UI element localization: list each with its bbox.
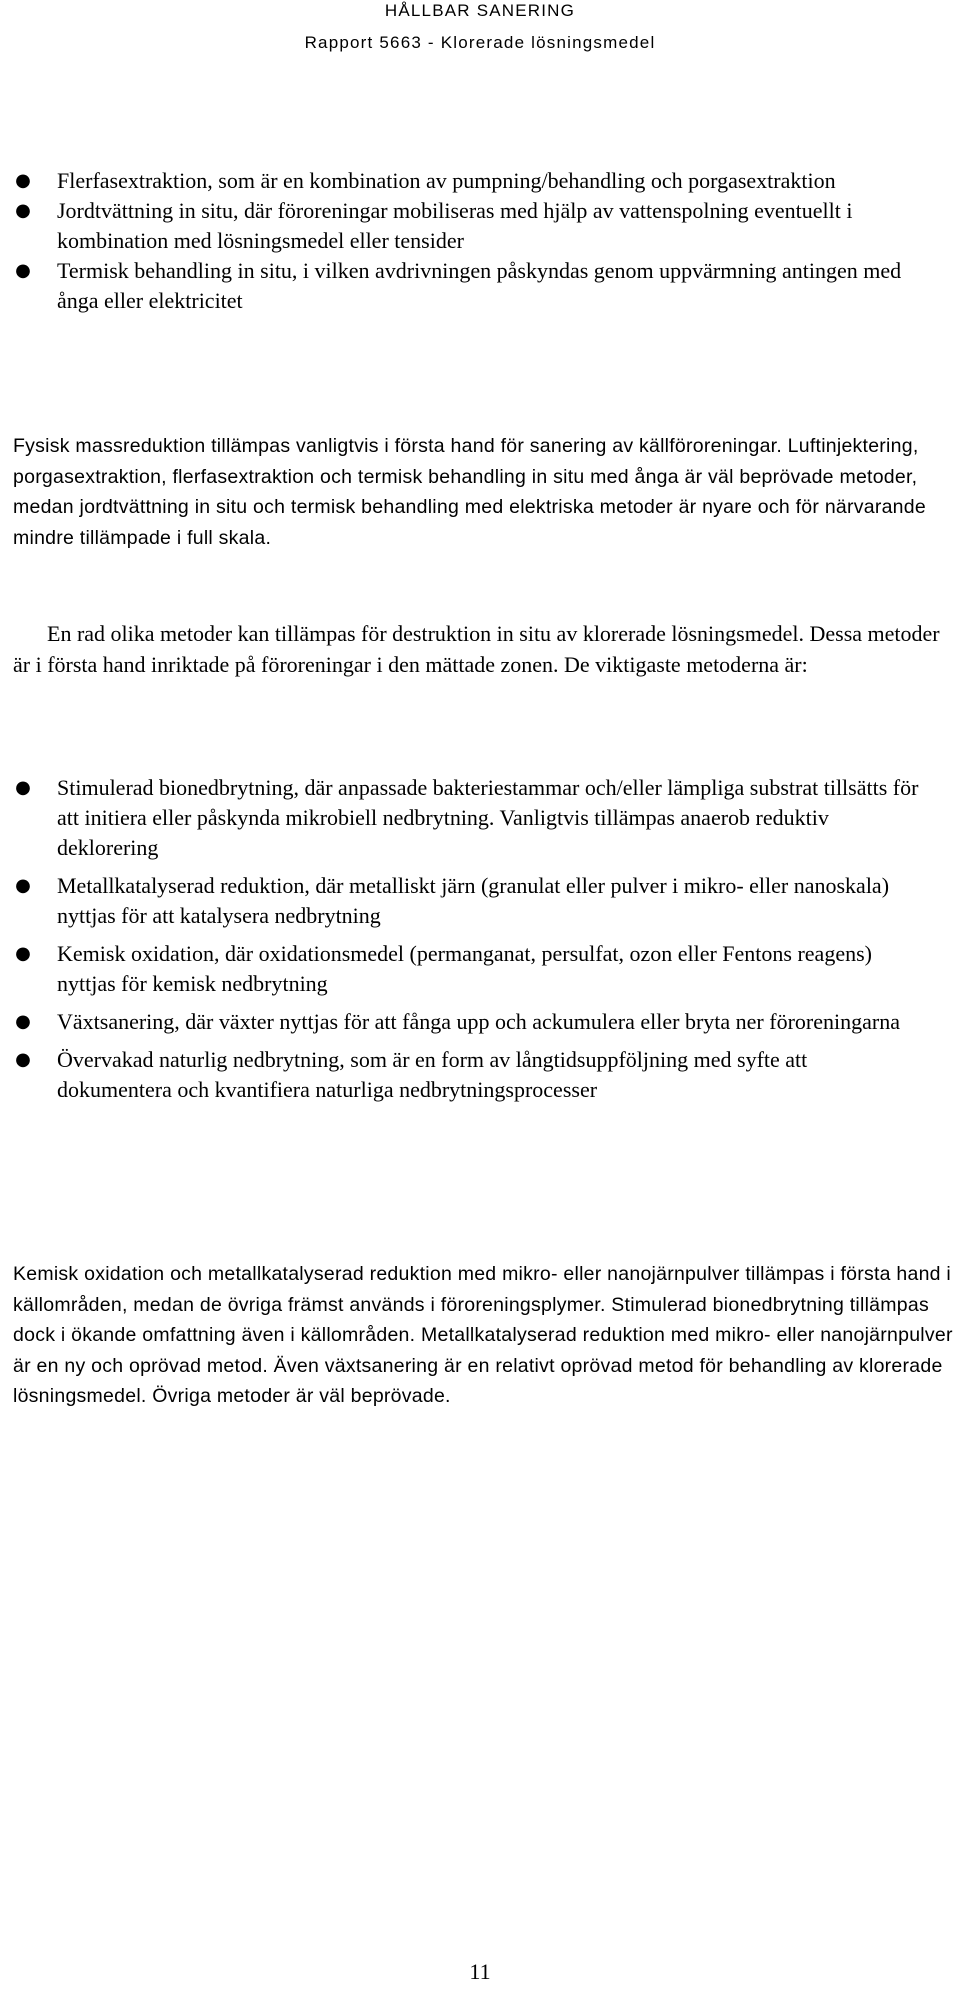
- list-item: [13, 871, 923, 931]
- list-item: [13, 939, 923, 999]
- list-item-text: Växtsanering, där växter nyttjas för att fånga upp och ackumulera eller bryta ner föroreningarna: [57, 1009, 900, 1034]
- bullet-icon: ●: [15, 260, 31, 281]
- list-item: [13, 196, 913, 256]
- bullet-icon: ●: [15, 200, 31, 221]
- list-item-text: Övervakad naturlig nedbrytning, som är en form av långtidsuppföljning med syfte att dokumentera och kvantifiera naturliga nedbrytningsprocesser: [57, 1047, 808, 1102]
- bullet-icon: ●: [15, 875, 31, 896]
- list-item: [13, 1045, 923, 1105]
- header-title: HÅLLBAR SANERING: [384, 1, 576, 20]
- list-item: [13, 1007, 923, 1037]
- header-subtitle: Rapport 5663 - Klorerade lösningsmedel: [304, 33, 656, 52]
- list-item-text: Stimulerad bionedbrytning, där anpassade bakteriestammar och/eller lämpliga substrat tillsätts för att initiera eller påskynda mikrobiell nedbrytning. Vanligtvis tillämpas anaerob reduktiv deklorering: [57, 775, 919, 860]
- bullet-icon: ●: [15, 943, 31, 964]
- page-number: 11: [469, 1959, 491, 1984]
- bullet-icon: ●: [15, 170, 31, 191]
- list-item-text: Termisk behandling in situ, i vilken avdrivningen påskyndas genom uppvärmning antingen med ånga eller elektricitet: [57, 258, 902, 313]
- list-item: [13, 773, 923, 863]
- bullet-list-extraction-methods: [13, 166, 913, 316]
- list-item-text: Flerfasextraktion, som är en kombination av pumpning/behandling och porgasextraktion: [57, 168, 836, 193]
- list-item-text: Jordtvättning in situ, där föroreningar mobiliseras med hjälp av vattenspolning eventuellt i kombination med lösningsmedel eller tensider: [57, 198, 853, 253]
- paragraph-destruction-methods: En rad olika metoder kan tillämpas för destruktion in situ av klorerade lösningsmedel. Dessa metoder är i första hand inriktade på föroreningar i den mättade zonen. De viktigaste metoderna är:: [13, 621, 940, 677]
- bullet-list-destruction-methods: [13, 773, 923, 1113]
- list-item: [13, 166, 913, 196]
- bullet-icon: ●: [15, 1011, 31, 1032]
- list-item-text: Kemisk oxidation, där oxidationsmedel (permanganat, persulfat, ozon eller Fentons reagens) nyttjas för kemisk nedbrytning: [57, 941, 872, 996]
- paragraph-application-summary: Kemisk oxidation och metallkatalyserad reduktion med mikro- eller nanojärnpulver tillämpas i första hand i källområden, medan de övriga främst används i föroreningsplymer. Stimulerad bionedbrytning tillämpas dock i ökande omfattning även i källområden. Metallkatalyserad reduktion med mikro- eller nanojärnpulver är en ny och oprövad metod. Även växtsanering är en relativt oprövad metod för behandling av klorerade lösningsmedel. Övriga metoder är väl beprövade.: [13, 1263, 953, 1407]
- list-item: [13, 256, 913, 316]
- bullet-icon: ●: [15, 777, 31, 798]
- bullet-icon: ●: [15, 1049, 31, 1070]
- paragraph-mass-reduction: Fysisk massreduktion tillämpas vanligtvis i första hand för sanering av källföroreningar. Luftinjektering, porgasextraktion, flerfasextraktion och termisk behandling in situ med ånga är väl beprövade metoder, medan jordtvättning in situ och termisk behandling med elektriska metoder är nyare och för närvarande mindre tillämpade i full skala.: [13, 435, 926, 549]
- list-item-text: Metallkatalyserad reduktion, där metalliskt järn (granulat eller pulver i mikro- eller nanoskala) nyttjas för att katalysera nedbrytning: [57, 873, 890, 928]
